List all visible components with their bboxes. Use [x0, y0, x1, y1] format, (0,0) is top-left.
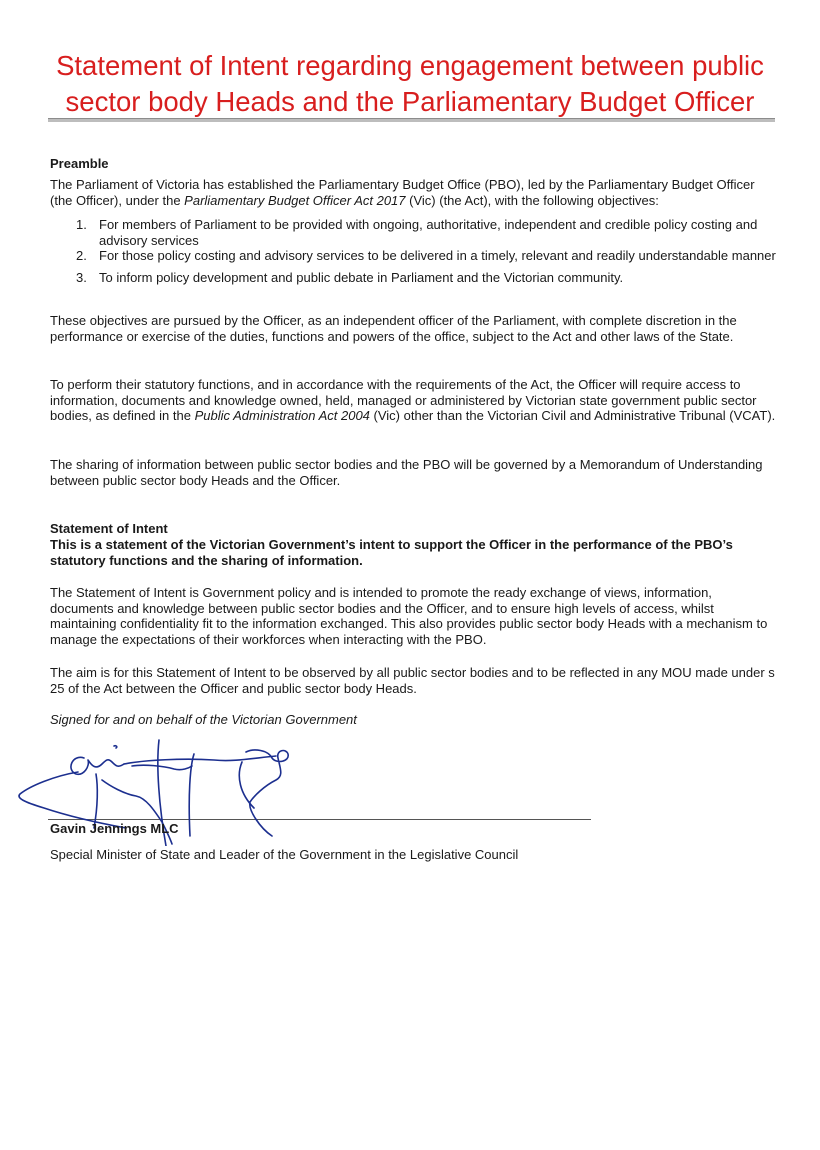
preamble-paragraph-1: These objectives are pursued by the Officer, as an independent officer of the Parliament, with complete discretion in the performance or exercise of the duties, functions and powers of the office, subject to the Act and other laws of the State.: [50, 313, 737, 344]
preamble-intro: The Parliament of Victoria has established the Parliamentary Budget Office (PBO), led by the Parliamentary Budget Officer (the Officer), under the Parliamentary Budget Officer Act 2017 (Vic) (the Act), with the following objectives:: [50, 177, 755, 208]
signatory-role: Special Minister of State and Leader of the Government in the Legislative Council: [50, 847, 519, 862]
preamble-paragraph-2: To perform their statutory functions, and in accordance with the requirements of the Act, the Officer will require access to information, documents and knowledge owned, held, managed or administered by Victorian state government public sector bodies, as defined in the Public Administration Act 2004 (Vic) other than the Victorian Civil and Administrative Tribunal (VCAT).: [50, 377, 776, 423]
title-divider: [48, 118, 775, 122]
list-item: 1. For members of Parliament to be provided with ongoing, authoritative, independent and credible policy costing and advisory services: [76, 217, 758, 248]
list-item: 3. To inform policy development and public debate in Parliament and the Victorian community.: [76, 269, 624, 285]
statement-heading: Statement of Intent: [50, 521, 168, 536]
page-title: Statement of Intent regarding engagement between public sector body Heads and the Parliamentary Budget Officer: [56, 50, 764, 117]
objectives-list: [72, 217, 778, 285]
preamble-heading: Preamble: [50, 156, 109, 171]
signed-for-line: Signed for and on behalf of the Victorian Government: [50, 712, 357, 727]
public-administration-act-title: Public Administration Act 2004: [194, 408, 370, 423]
statement-paragraph-1: The Statement of Intent is Government policy and is intended to promote the ready exchange of views, information, documents and knowledge between public sector bodies and the Officer, and to ensure high levels of access, whilst maintaining confidentiality fit to the information exchanged. This also provides public sector body Heads with a mechanism to manage the expectations of their workforces when interacting with the PBO.: [50, 585, 768, 647]
pbo-act-title: Parliamentary Budget Officer Act 2017: [184, 192, 406, 208]
statement-subheading: This is a statement of the Victorian Government’s intent to support the Officer in the performance of the PBO’s statutory functions and the sharing of information.: [50, 537, 733, 568]
preamble-paragraph-3: The sharing of information between public sector bodies and the PBO will be governed by a Memorandum of Understanding between public sector body Heads and the Officer.: [50, 457, 763, 488]
list-item: 2. For those policy costing and advisory services to be delivered in a timely, relevant and readily understandable manner: [76, 248, 776, 263]
statement-paragraph-2: The aim is for this Statement of Intent to be observed by all public sector bodies and to be reflected in any MOU made under s 25 of the Act between the Officer and public sector body Heads.: [50, 665, 775, 696]
signatory-name: Gavin Jennings MLC: [50, 821, 179, 836]
